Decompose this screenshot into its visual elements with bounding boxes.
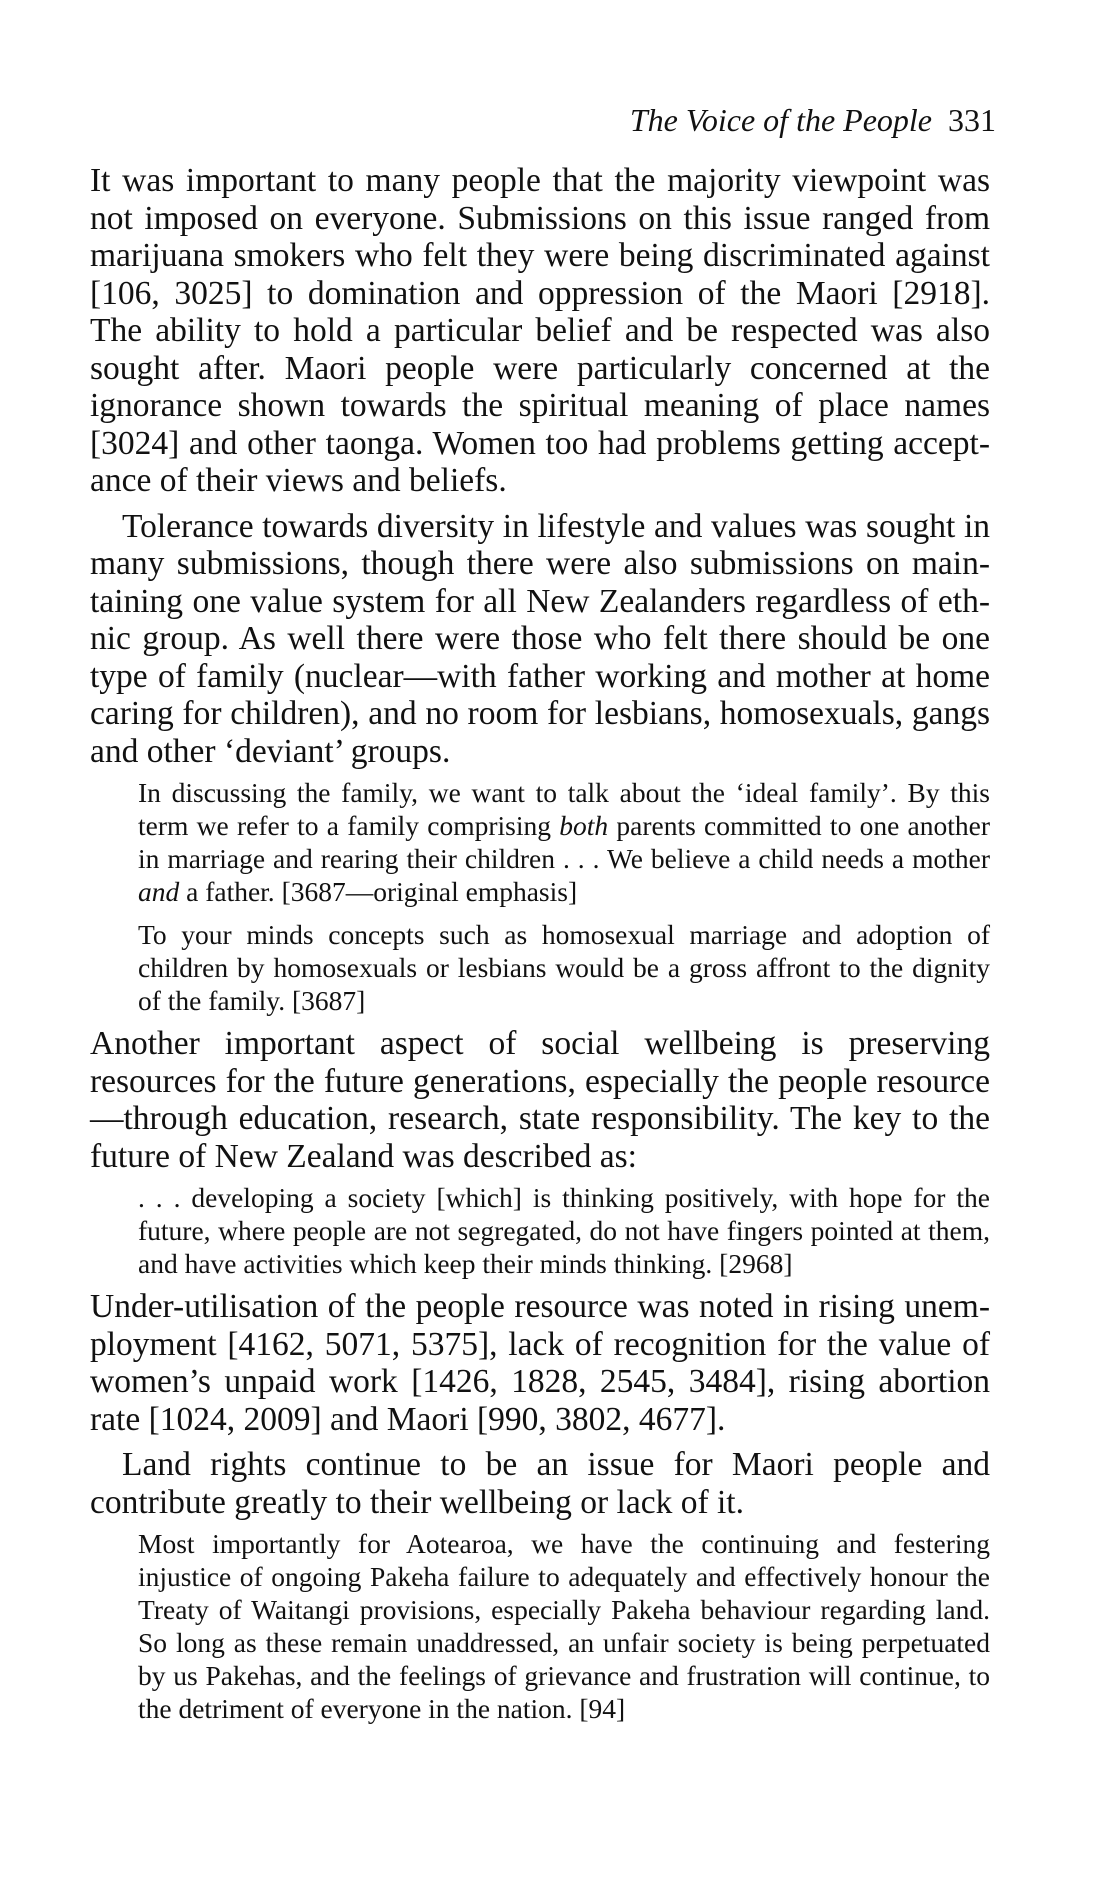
- page-number: 331: [948, 102, 996, 138]
- quote-homosexual-marriage: To your minds concepts such as homosexual marriage and adoption of children by homosexuals or lesbians would be a gross affront to the dignity of the family. [3687]: [138, 919, 990, 1016]
- running-head: [630, 100, 996, 140]
- quote-ideal-family-text-1: In discussing the family, we want to talk about the ‘ideal family’. By this term we refer to a family comprising: [138, 777, 990, 841]
- quote-emphasis-and: and: [138, 876, 180, 907]
- paragraph-tolerance-diversity: Tolerance towards diversity in lifestyle and values was sought in many submissions, though there were also submissions on maintaining one value system for all New Zealanders regardless of ethnic group. As well there were those who felt there should be one type of family (nuclear—with father working and mother at home caring for children), and no room for lesbians, homosexuals, gangs and other ‘deviant’ groups.: [90, 507, 990, 770]
- quote-ideal-family-reference: [3687—original emphasis]: [281, 876, 578, 907]
- running-title: The Voice of the People: [629, 102, 932, 138]
- quote-treaty-of-waitangi: Most importantly for Aotearoa, we have the continuing and festering injustice of ongoing Pakeha failure to adequately and effectively honour the Treaty of Waitangi provisions, especially Pakeha behaviour regarding land. So long as these remain unaddressed, an unfair society is being perpetuated by us Pakehas, and the feelings of grievance and frustration will continue, to the detriment of everyone in the nation. [94]: [138, 1528, 990, 1724]
- quote-ideal-family: [138, 776, 990, 908]
- quote-emphasis-both: both: [559, 810, 609, 841]
- paragraph-land-rights: Land rights continue to be an issue for Maori people and contribute greatly to their wellbeing or lack of it.: [90, 1446, 990, 1521]
- page-body: [90, 162, 990, 1733]
- paragraph-future-generations: Another important aspect of social wellbeing is preserving resources for the future generations, especially the people resource—through education, research, state responsibility. The key to the future of New Zealand was described as:: [90, 1025, 990, 1175]
- quote-developing-society: . . . developing a society [which] is thinking positively, with hope for the future, where people are not segregated, do not have fingers pointed at them, and have activities which keep their minds thinking. [2968]: [138, 1182, 990, 1279]
- quote-ideal-family-text-2: parents committed to one another in marriage and rearing their children . . . We believe a child needs a mother: [138, 810, 990, 874]
- paragraph-under-utilisation: Under-utilisation of the people resource was noted in rising unemployment [4162, 5071, 5375], lack of recognition for the value of women’s unpaid work [1426, 1828, 2545, 3484], rising abortion rate [1024, 2009] and Maori [990, 3802, 4677].: [90, 1288, 990, 1438]
- paragraph-majority-viewpoint: It was important to many people that the majority viewpoint was not imposed on everyone. Submissions on this issue ranged from marijuana smokers who felt they were being discriminated against [106, 3025] to domination and oppression of the Maori [2918]. The ability to hold a particular belief and be respected was also sought after. Maori people were particularly concerned at the ignorance shown towards the spiritual meaning of place names [3024] and other taonga. Women too had problems getting acceptance of their views and beliefs.: [90, 162, 990, 499]
- quote-ideal-family-text-3: a father.: [179, 876, 282, 907]
